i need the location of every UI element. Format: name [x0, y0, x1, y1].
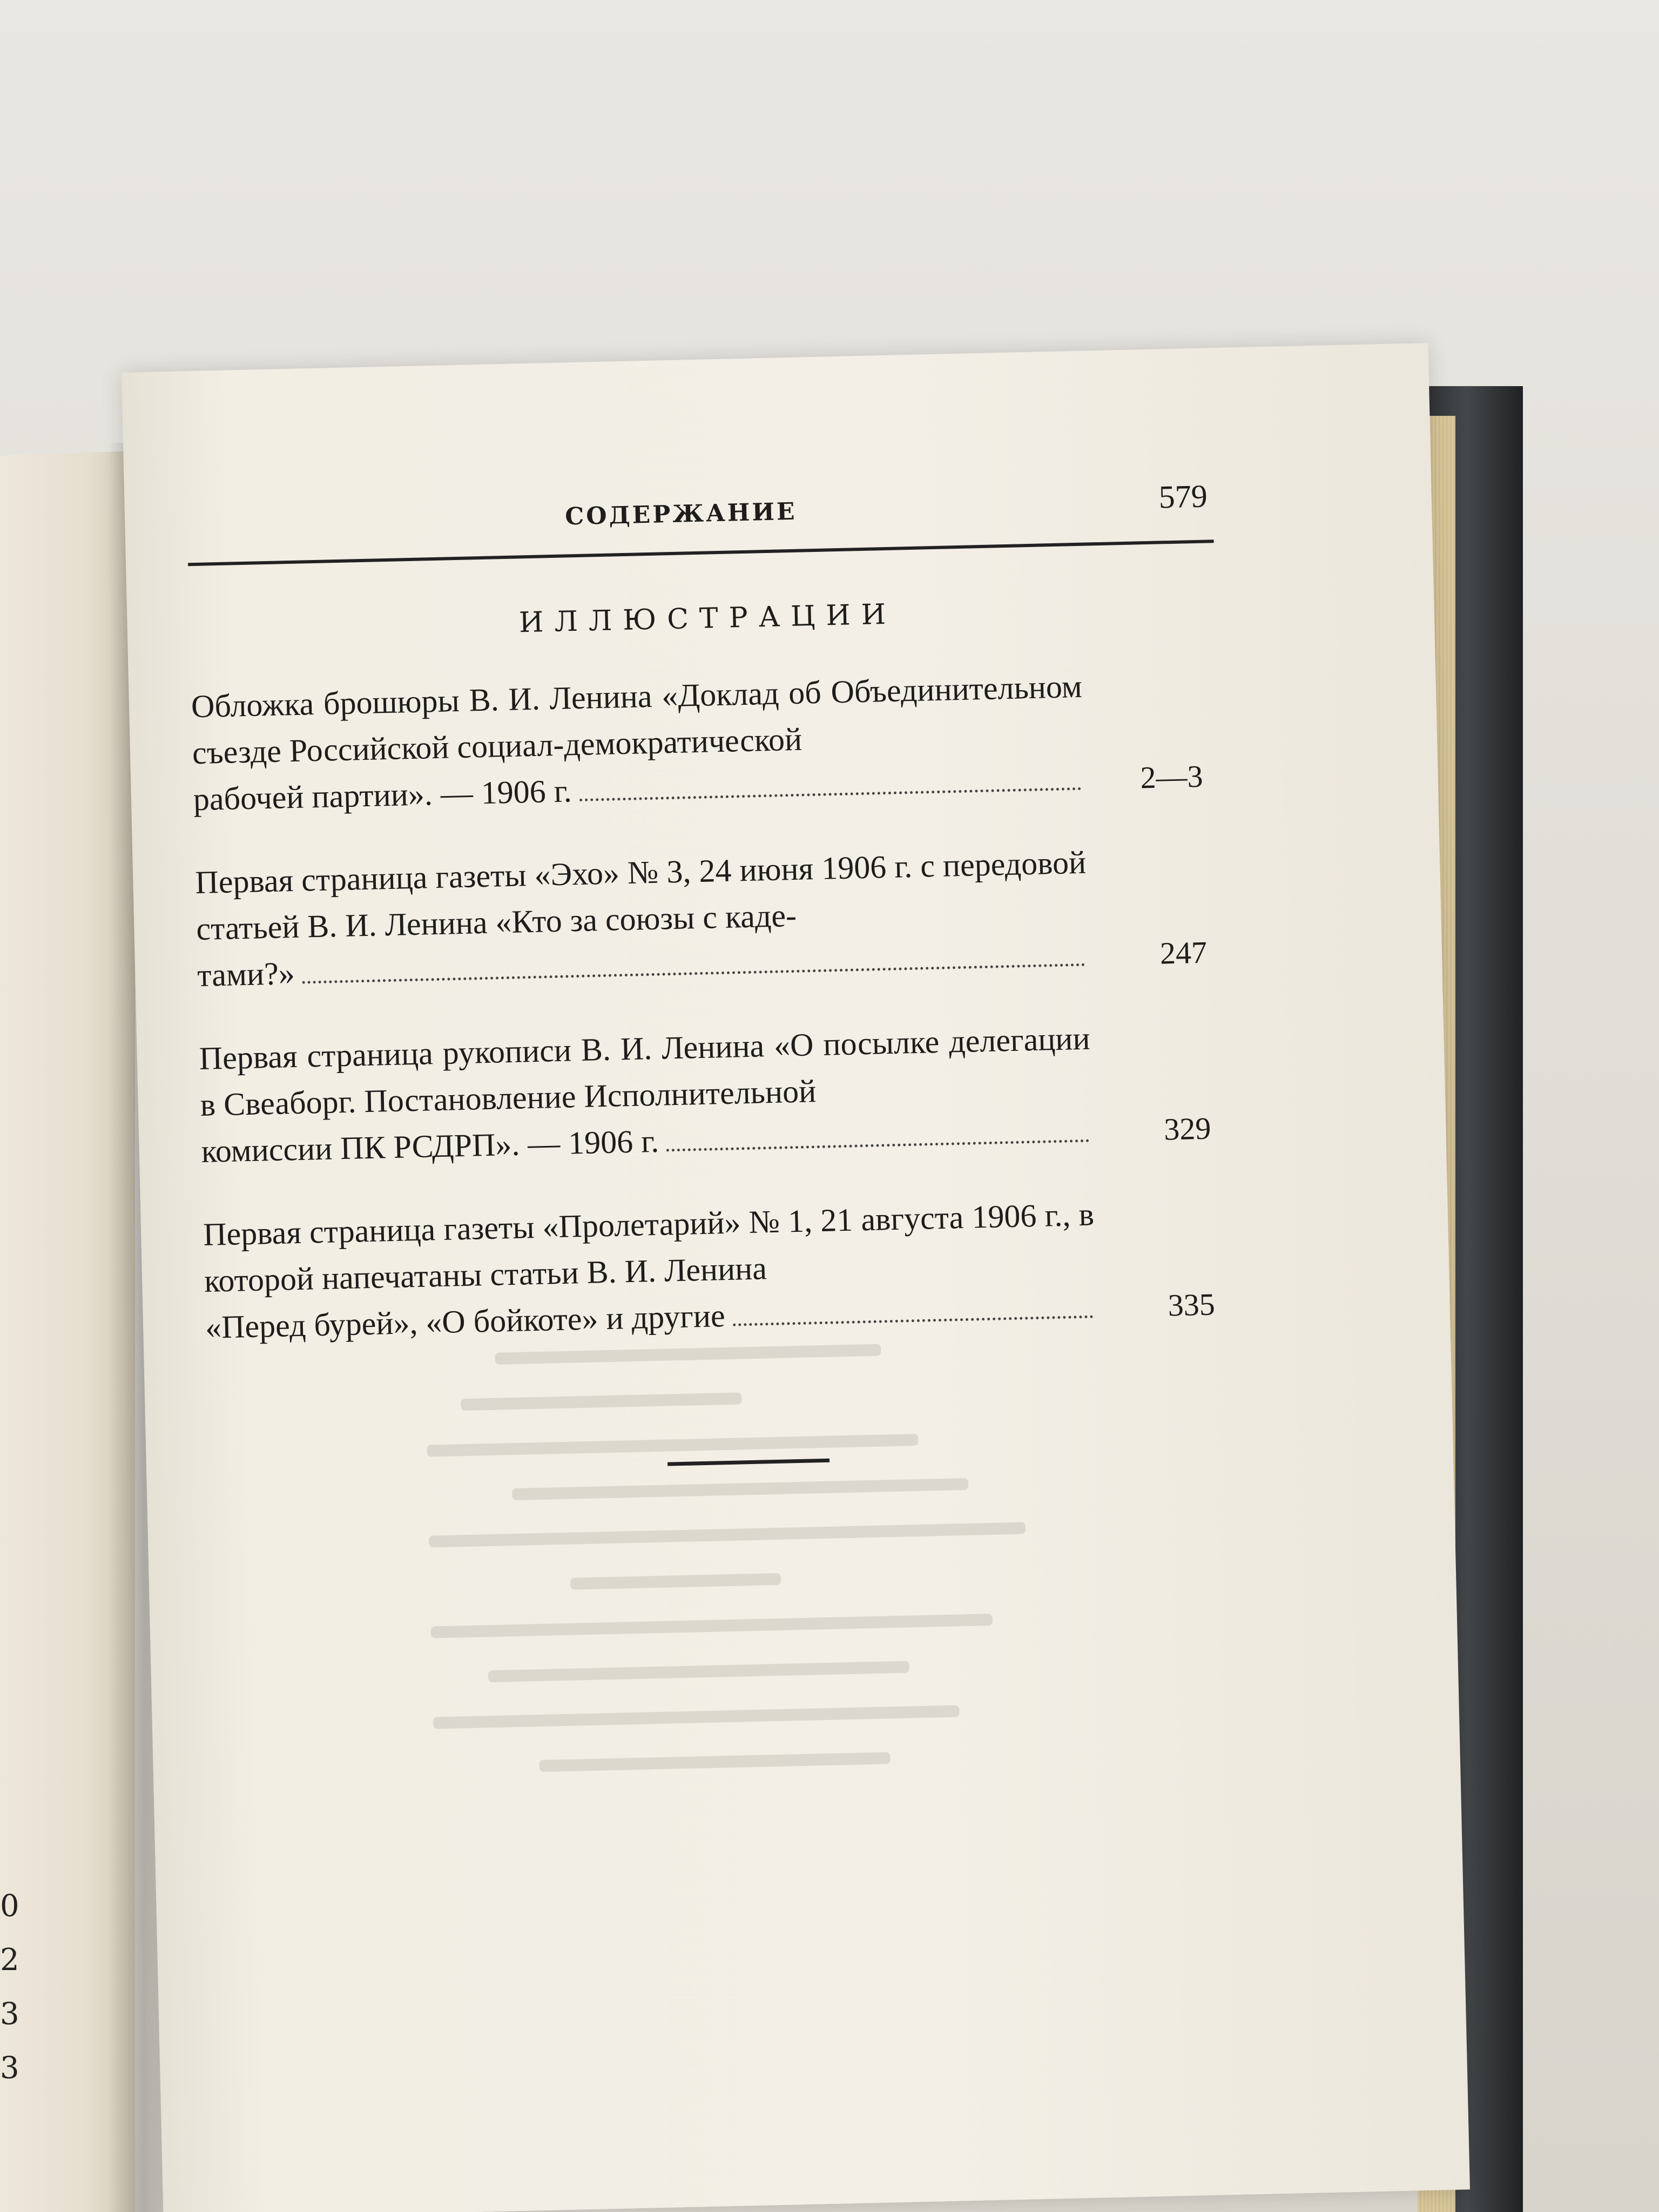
- entry-text: Обложка брошюры В. И. Ленина «Доклад об Объединительном съезде Российской социал-демократической: [191, 668, 1083, 771]
- running-title: СОДЕРЖАНИЕ: [564, 497, 798, 531]
- left-page-digits: [0, 1879, 22, 2095]
- page-number: 579: [1158, 478, 1208, 515]
- book-page: [122, 343, 1470, 2212]
- entry-page-number: 247: [1159, 934, 1208, 971]
- running-head: [187, 478, 1208, 555]
- section-title: ИЛЛЮСТРАЦИИ: [518, 598, 897, 639]
- entry-last-text: комиссии ПК РСДРП». — 1906 г.: [201, 1123, 659, 1170]
- entry-page-number: 335: [1167, 1286, 1216, 1323]
- left-page-digit: 3: [0, 1997, 19, 2032]
- left-page-digit: 0: [0, 1889, 19, 1924]
- dot-leader: [666, 1139, 1089, 1152]
- dot-leader: [302, 963, 1085, 984]
- left-page-digit: 2: [0, 1943, 19, 1978]
- bleed-through-text: [424, 1338, 1137, 1808]
- toc-entry: [203, 1189, 1216, 1351]
- dot-leader: [579, 787, 1081, 801]
- entry-page-number: 329: [1163, 1110, 1211, 1147]
- entry-last-text: «Перед бурей», «О бойкоте» и другие: [205, 1298, 726, 1345]
- dot-leader: [733, 1316, 1093, 1326]
- page-content: [187, 478, 1216, 1350]
- entry-last-text: рабочей партии». — 1906 г.: [193, 773, 572, 818]
- toc-entry: [191, 661, 1204, 822]
- entry-text: Первая страница газеты «Пролетарий» № 1, 21 августа 1906 г., в которой напечатаны статьи В. И. Ленина: [203, 1196, 1095, 1299]
- entry-page-number: 2—3: [1139, 758, 1204, 795]
- entry-text: Первая страница газеты «Эхо» № 3, 24 июня 1906 г. с передовой статьей В. И. Ленина «Кто за союзы с каде-: [194, 844, 1087, 947]
- toc-entry: [194, 837, 1208, 999]
- entry-last-text: тами?»: [197, 955, 295, 994]
- left-page-digit: 3: [0, 2051, 19, 2086]
- entry-text: Первая страница рукописи В. И. Ленина «О посылке делегации в Свеаборг. Постановление Исполнительной: [199, 1020, 1091, 1123]
- toc-entry: [199, 1013, 1211, 1175]
- header-rule: [188, 539, 1214, 566]
